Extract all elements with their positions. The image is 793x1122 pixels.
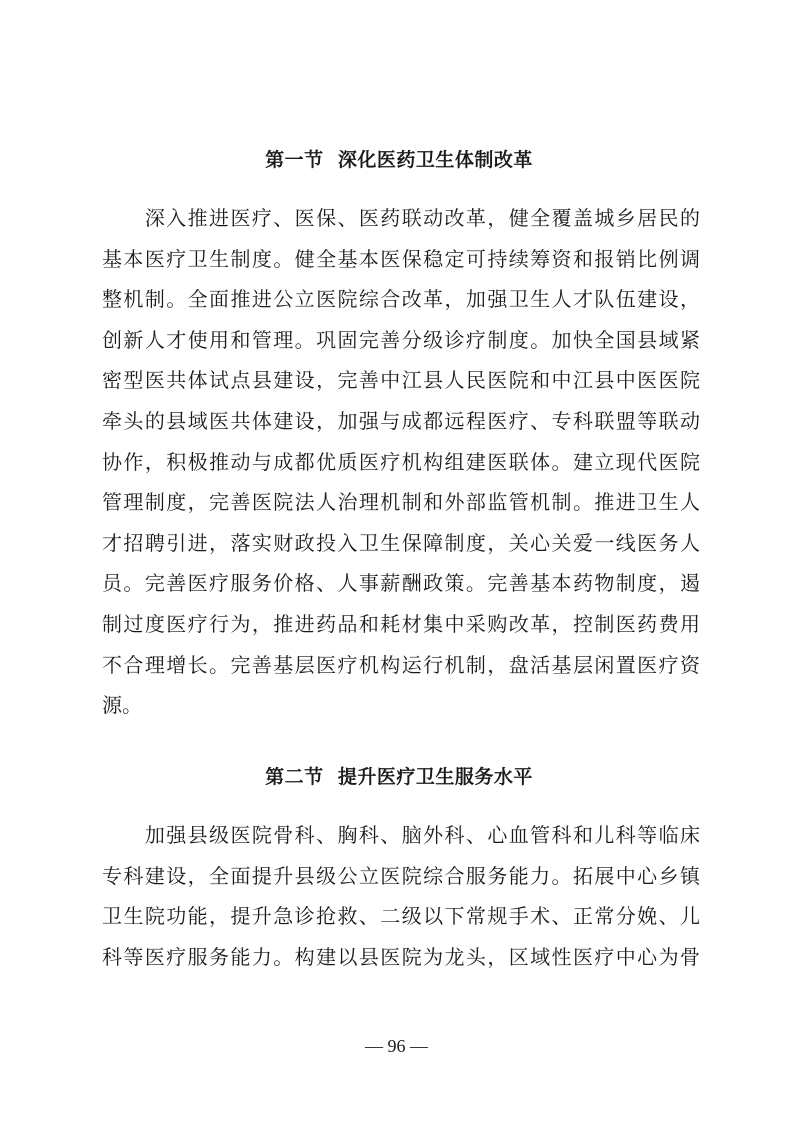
text-line: 牵头的县域医共体建设，加强与成都远程医疗、专科联盟等联动 [102,408,700,433]
text-line: 密型医共体试点县建设，完善中江县人民医院和中江县中医医院 [102,368,700,393]
page-number: — 96 — [365,1036,428,1056]
text-line: 不合理增长。完善基层医疗机构运行机制，盘活基层闲置医疗资 [102,652,700,677]
paragraph-section-2 [102,815,700,977]
text-line: 科等医疗服务能力。构建以县医院为龙头，区域性医疗中心为骨 [102,944,700,969]
text-line: 协作，积极推动与成都优质医疗机构组建医联体。建立现代医院 [102,449,700,474]
text-line: 创新人才使用和管理。巩固完善分级诊疗制度。加快全国县域紧 [102,327,700,352]
text-line: 基本医疗卫生制度。健全基本医保稳定可持续筹资和报销比例调 [102,246,700,271]
text-line: 才招聘引进，落实财政投入卫生保障制度，关心关爱一线医务人 [102,530,700,555]
text-line: 管理制度，完善医院法人治理机制和外部监管机制。推进卫生人 [102,490,700,515]
text-line: 员。完善医疗服务价格、人事薪酬政策。完善基本药物制度，遏 [102,571,700,596]
text-line: 整机制。全面推进公立医院综合改革，加强卫生人才队伍建设， [102,287,700,312]
section-heading-1: 第一节 深化医药卫生体制改革 [265,149,533,171]
text-line: 深入推进医疗、医保、医药联动改革，健全覆盖城乡居民的 [102,206,700,230]
section-heading-2: 第二节 提升医疗卫生服务水平 [265,766,533,788]
paragraph-section-1 [102,198,700,726]
text-line: 制过度医疗行为，推进药品和耗材集中采购改革，控制医药费用 [102,611,700,636]
text-line: 专科建设，全面提升县级公立医院综合服务能力。拓展中心乡镇 [102,863,700,888]
text-line: 加强县级医院骨科、胸科、脑外科、心血管科和儿科等临床 [102,823,700,847]
text-line: 卫生院功能，提升急诊抢救、二级以下常规手术、正常分娩、儿 [102,904,700,929]
text-line: 源。 [102,693,142,718]
